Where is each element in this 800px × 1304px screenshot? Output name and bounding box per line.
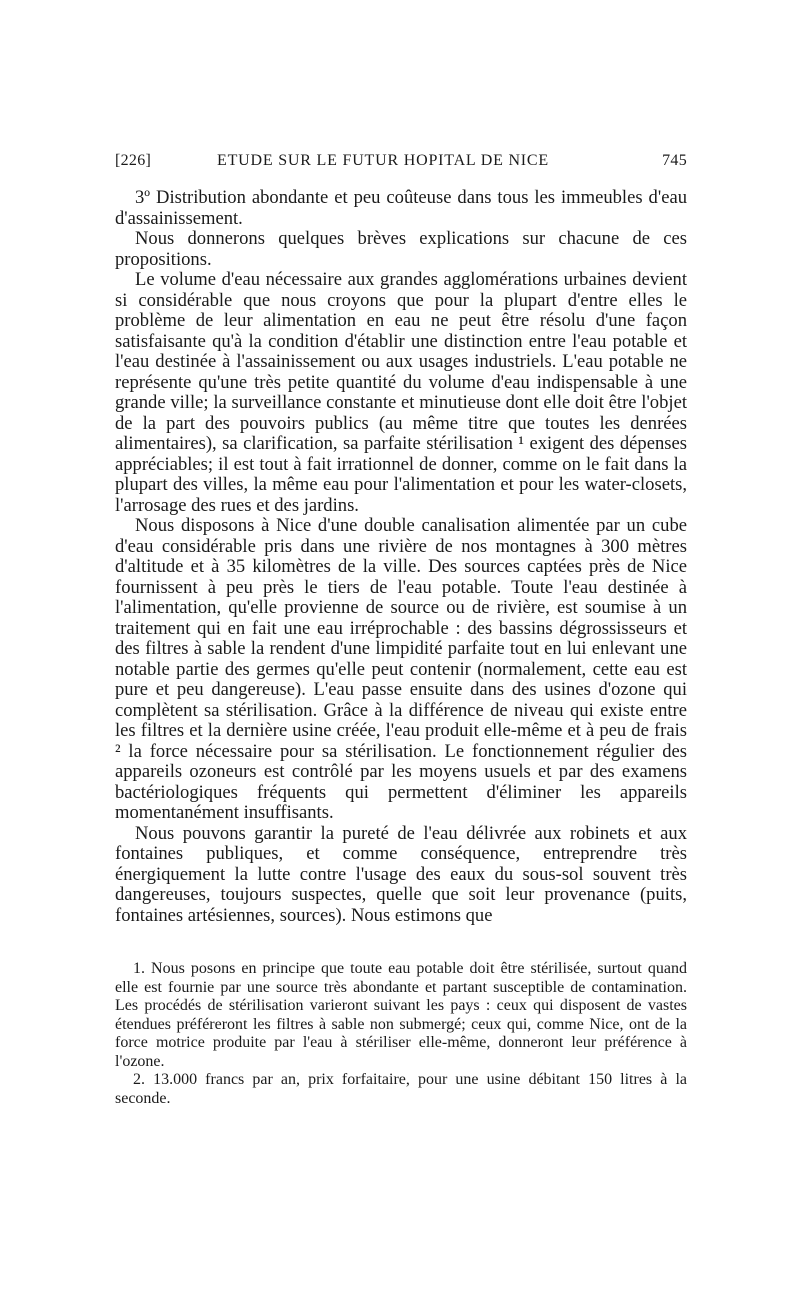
paragraph: Le volume d'eau nécessaire aux grandes agglomérations urbaines devient si considérable que nous croyons que pour la plupart d'entre elles le problème de leur alimentation en eau ne peut être résolu d'une façon satisfaisante qu'à la condition d'établir une distinction entre l'eau potable et l'eau destinée à l'assainissement ou aux usages industriels. L'eau potable ne représente qu'une très petite quantité du volume d'eau indispensable à une grande ville; la surveillance constante et minutieuse dont elle doit être l'objet de la part des pouvoirs publics (au même titre que toutes les denrées alimentaires), sa clarification, sa parfaite stérilisation ¹ exigent des dépenses appréciables; il est tout à fait irrationnel de donner, comme on le fait dans la plupart des villes, la même eau pour l'alimentation et pour les water-closets, l'arrosage des rues et des jardins. [115, 269, 687, 516]
footnote: 1. Nous posons en principe que toute eau potable doit être stérilisée, surtout quand elle est fournie par une source très abondante et partant susceptible de contamination. Les procédés de stérilisation varieront suivant les pays : ceux qui disposent de vastes étendues préféreront les filtres à sable non submergé; ceux qui, comme Nice, ont de la force motrice produite par l'eau à stériliser elle-même, donneront leur préférence à l'ozone. [115, 960, 687, 1070]
paragraph: Nous disposons à Nice d'une double canalisation alimentée par un cube d'eau considérable pris dans une rivière de nos montagnes à 300 mètres d'altitude et à 35 kilomètres de la ville. Des sources captées près de Nice fournissent à peu près le tiers de l'eau potable. Toute l'eau destinée à l'alimentation, qu'elle provienne de source ou de rivière, est soumise à un traitement qui en fait une eau irréprochable : des bassins dégrossisseurs et des filtres à sable la rendent d'une limpidité parfaite tout en lui enlevant une notable partie des germes qu'elle peut contenir (normalement, cette eau est pure et peu dangereuse). L'eau passe ensuite dans des usines d'ozone qui complètent sa stérilisation. Grâce à la différence de niveau qui existe entre les filtres et la dernière usine créée, l'eau produit elle-même et à peu de frais ² la force nécessaire pour sa stérilisation. Le fonctionnement régulier des appareils ozoneurs est contrôlé par les moyens usuels et par des examens bactériologiques fréquents qui permettent d'éliminer les appareils momentanément insuffisants. [115, 515, 687, 823]
footnotes [115, 960, 687, 1108]
running-header [115, 148, 687, 176]
paragraph: Nous donnerons quelques brèves explications sur chacune de ces propositions. [115, 228, 687, 270]
paragraph: Nous pouvons garantir la pureté de l'eau délivrée aux robinets et aux fontaines publiques, et comme conséquence, entreprendre très énergiquement la lutte contre l'usage des eaux du sous-sol souvent très dangereuses, toujours suspectes, quelle que soit leur provenance (puits, fontaines artésiennes, sources). Nous estimons que [115, 822, 687, 926]
footnote: 2. 13.000 francs par an, prix forfaitaire, pour une usine débitant 150 litres à la seconde. [115, 1071, 687, 1107]
header-bracket-number: [226] [115, 152, 152, 169]
document-page [115, 148, 687, 1108]
header-title: ETUDE SUR LE FUTUR HOPITAL DE NICE [217, 152, 549, 169]
page-number: 745 [662, 152, 687, 169]
paragraph: 3º Distribution abondante et peu coûteuse dans tous les immeubles d'eau d'assainissement. [115, 187, 687, 229]
body-text [115, 188, 687, 926]
